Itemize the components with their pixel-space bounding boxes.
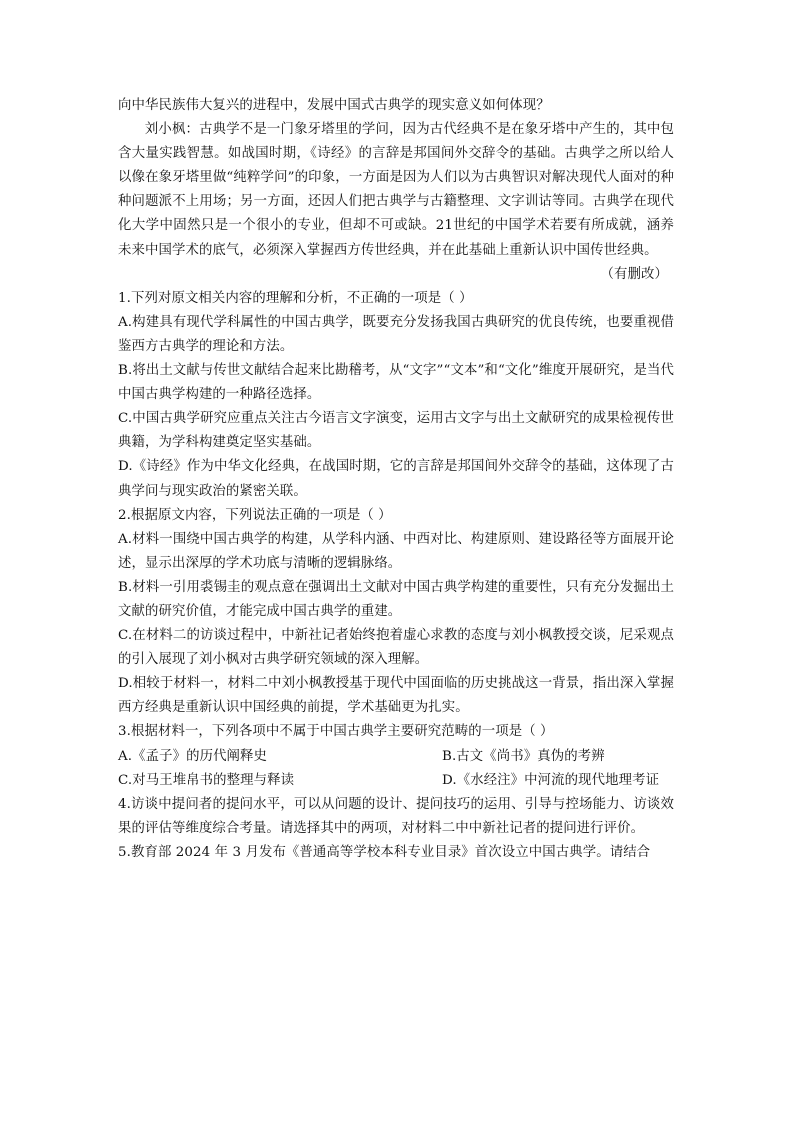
interview-answer: 刘小枫：古典学不是一门象牙塔里的学问，因为古代经典不是在象牙塔中产生的，其中包含大量实践智慧。如战国时期，《诗经》的言辞是邦国间外交辞令的基础。古典学之所以给人以像在象牙塔里做“纯粹学问”的印象，一方面是因为人们以为古典智识对解决现代人面对的种种问题派不上用场；另一方面，还因人们把古典学与古籍整理、文字训诂等同。古典学在现代化大学中固然只是一个很小的专业，但却不可或缺。21世纪的中国学术若要有所成就，涵养未来中国学术的底气，必须深入掌握西方传世经典，并在此基础上重新认识中国传世经典。 xyxy=(118,122,674,258)
intro-question: 向中华民族伟大复兴的进程中，发展中国式古典学的现实意义如何体现？ xyxy=(118,98,550,113)
question-2-option-b: B.材料一引用裘锡圭的观点意在强调出土文献对中国古典学构建的重要性，只有充分发掘出土文献的研究价值，才能完成中国古典学的重建。 xyxy=(118,579,674,619)
question-3-options-row-2 xyxy=(118,769,674,793)
question-1-stem: 1.下列对原文相关内容的理解和分析，不正确的一项是（ ） xyxy=(118,290,473,306)
question-2-stem: 2.根据原文内容，下列说法正确的一项是（ ） xyxy=(118,507,392,523)
question-5: 5.教育部 2024 年 3 月发布《普通高等学校本科专业目录》首次设立中国古典学。请结合 xyxy=(118,844,651,860)
question-1-option-c: C.中国古典学研究应重点关注古今语言文字演变，运用古文字与出土文献研究的成果检视传世典籍，为学科构建奠定坚实基础。 xyxy=(118,411,674,451)
question-3-option-d: D.《水经注》中河流的现代地理考证 xyxy=(442,772,660,788)
question-1-option-b: B.将出土文献与传世文献结合起来比勘稽考，从“文字”“文本”和“文化”维度开展研究，是当代中国古典学构建的一种路径选择。 xyxy=(118,363,674,403)
question-1-option-a: A.构建具有现代学科属性的中国古典学，既要充分发扬我国古典研究的优良传统，也要重视借鉴西方古典学的理论和方法。 xyxy=(118,314,674,354)
question-2-option-c: C.在材料二的访谈过程中，中新社记者始终抱着虚心求教的态度与刘小枫教授交谈，尼采观点的引入展现了刘小枫对古典学研究领域的深入理解。 xyxy=(118,628,674,668)
question-1-option-d: D.《诗经》作为中华文化经典，在战国时期，它的言辞是邦国间外交辞令的基础，这体现了古典学问与现实政治的紧密关联。 xyxy=(118,459,674,499)
question-2-option-a: A.材料一围绕中国古典学的构建，从学科内涵、中西对比、构建原则、建设路径等方面展开论述，显示出深厚的学术功底与清晰的逻辑脉络。 xyxy=(118,531,674,571)
question-4: 4.访谈中提问者的提问水平，可以从问题的设计、提问技巧的运用、引导与控场能力、访谈效果的评估等维度综合考量。请选择其中的两项，对材料二中中新社记者的提问进行评价。 xyxy=(118,796,674,836)
question-3-option-c: C.对马王堆帛书的整理与释读 xyxy=(118,772,295,788)
question-2-option-d: D.相较于材料一，材料二中刘小枫教授基于现代中国面临的历史挑战这一背景，指出深入掌握西方经典是重新认识中国经典的前提，学术基础更为扎实。 xyxy=(118,676,674,716)
exam-page xyxy=(118,94,674,865)
question-3-stem: 3.根据材料一，下列各项中不属于中国古典学主要研究范畴的一项是（ ） xyxy=(118,724,554,740)
question-3-options-row-1 xyxy=(118,745,674,769)
source-note: （有删改） xyxy=(600,266,668,282)
question-3-option-a: A.《孟子》的历代阐释史 xyxy=(118,748,268,764)
question-3-option-b: B.古文《尚书》真伪的考辨 xyxy=(442,748,605,764)
